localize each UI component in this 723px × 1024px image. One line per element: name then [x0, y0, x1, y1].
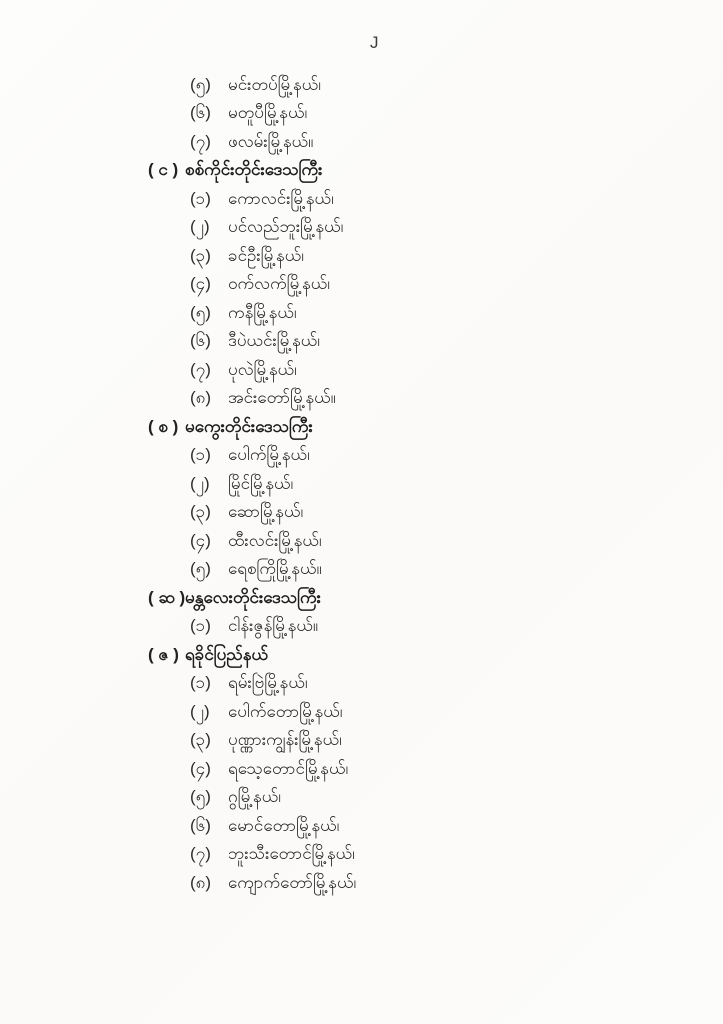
township-list [0, 70, 723, 897]
township-list-item [0, 555, 723, 584]
section-marker: ( ဇ ) [148, 644, 179, 664]
section-marker: ( စ ) [148, 416, 179, 436]
township-list-item [0, 70, 723, 99]
item-number: (၃) [190, 245, 211, 265]
township-list-item [0, 270, 723, 299]
township-name: ရသေ့တောင်မြို့နယ်၊ [228, 758, 349, 778]
township-name: မြိုင်မြို့နယ်၊ [228, 473, 294, 493]
township-name: ရမ်းဗြဲမြို့နယ်၊ [228, 673, 308, 693]
item-number: (၃) [190, 730, 211, 750]
township-list-item [0, 526, 723, 555]
township-list-item [0, 783, 723, 812]
township-name: ကျောက်တော်မြို့နယ်၊ [228, 872, 357, 892]
township-name: အင်းတော်မြို့နယ်။ [228, 388, 336, 408]
township-list-item [0, 99, 723, 128]
section-title: ရခိုင်ပြည်နယ် [185, 644, 269, 664]
item-number: (၄) [190, 274, 211, 294]
township-name: ဂွမြို့နယ်၊ [228, 787, 281, 807]
township-list-item [0, 726, 723, 755]
township-name: ဒီပဲယင်းမြို့နယ်၊ [228, 331, 320, 351]
township-name: ရေစကြိုမြို့နယ်။ [228, 559, 322, 579]
item-number: (၂) [190, 473, 210, 493]
township-name: ကောလင်းမြို့နယ်၊ [228, 188, 334, 208]
section-title: စစ်ကိုင်းတိုင်းဒေသကြီး [185, 160, 323, 180]
section-marker: ( ဆ ) [148, 587, 186, 607]
township-name: ကနီမြို့နယ်၊ [228, 302, 297, 322]
item-number: (၁) [190, 616, 211, 636]
item-number: (၂) [190, 701, 210, 721]
item-number: (၈) [190, 872, 212, 892]
township-list-item [0, 213, 723, 242]
section-title: မကွေးတိုင်းဒေသကြီး [185, 416, 313, 436]
township-list-item [0, 184, 723, 213]
item-number: (၈) [190, 388, 212, 408]
township-list-item [0, 868, 723, 897]
township-list-item [0, 384, 723, 413]
township-name: ပုဏ္ဏားကျွန်းမြို့နယ်၊ [228, 730, 342, 750]
item-number: (၇) [190, 131, 211, 151]
township-list-item [0, 298, 723, 327]
township-name: ဖလမ်းမြို့နယ်။ [228, 131, 314, 151]
item-number: (၅) [190, 559, 211, 579]
township-name: ပင်လည်ဘူးမြို့နယ်၊ [228, 217, 344, 237]
item-number: (၅) [190, 74, 211, 94]
page-marker: J [370, 33, 380, 52]
township-name: မတူပီမြို့နယ်၊ [228, 103, 308, 123]
item-number: (၂) [190, 217, 210, 237]
item-number: (၁) [190, 445, 211, 465]
township-list-item [0, 469, 723, 498]
region-section-header [0, 583, 723, 612]
township-name: ဘူးသီးတောင်မြို့နယ်၊ [228, 844, 355, 864]
region-section-header [0, 156, 723, 185]
township-list-item [0, 127, 723, 156]
township-list-item [0, 811, 723, 840]
township-name: ပေါက်တောမြို့နယ်၊ [228, 701, 343, 721]
township-name: မင်းတပ်မြို့နယ်၊ [228, 74, 321, 94]
township-list-item [0, 355, 723, 384]
item-number: (၆) [190, 815, 211, 835]
township-list-item [0, 840, 723, 869]
township-name: ဆောမြို့နယ်၊ [228, 502, 304, 522]
township-list-item [0, 669, 723, 698]
region-section-header [0, 640, 723, 669]
township-name: ပုလဲမြို့နယ်၊ [228, 359, 297, 379]
township-name: ဝက်လက်မြို့နယ်၊ [228, 274, 330, 294]
item-number: (၄) [190, 758, 211, 778]
section-title: မန္တလေးတိုင်းဒေသကြီး [185, 587, 321, 607]
township-list-item [0, 612, 723, 641]
item-number: (၆) [190, 103, 211, 123]
item-number: (၅) [190, 302, 211, 322]
region-section-header [0, 412, 723, 441]
item-number: (၄) [190, 530, 211, 550]
township-list-item [0, 327, 723, 356]
item-number: (၃) [190, 502, 211, 522]
township-list-item [0, 697, 723, 726]
township-name: ငါန်းဇွန်မြို့နယ်။ [228, 616, 319, 636]
item-number: (၁) [190, 673, 211, 693]
item-number: (၆) [190, 331, 211, 351]
item-number: (၇) [190, 844, 211, 864]
township-list-item [0, 498, 723, 527]
township-list-item [0, 441, 723, 470]
item-number: (၇) [190, 359, 211, 379]
section-marker: ( င ) [148, 160, 179, 180]
township-name: မောင်တောမြို့နယ်၊ [228, 815, 340, 835]
township-list-item [0, 241, 723, 270]
township-name: ခင်ဦးမြို့နယ်၊ [228, 245, 304, 265]
township-list-item [0, 754, 723, 783]
township-name: ပေါက်မြို့နယ်၊ [228, 445, 310, 465]
township-name: ထီးလင်းမြို့နယ်၊ [228, 530, 322, 550]
item-number: (၁) [190, 188, 211, 208]
item-number: (၅) [190, 787, 211, 807]
